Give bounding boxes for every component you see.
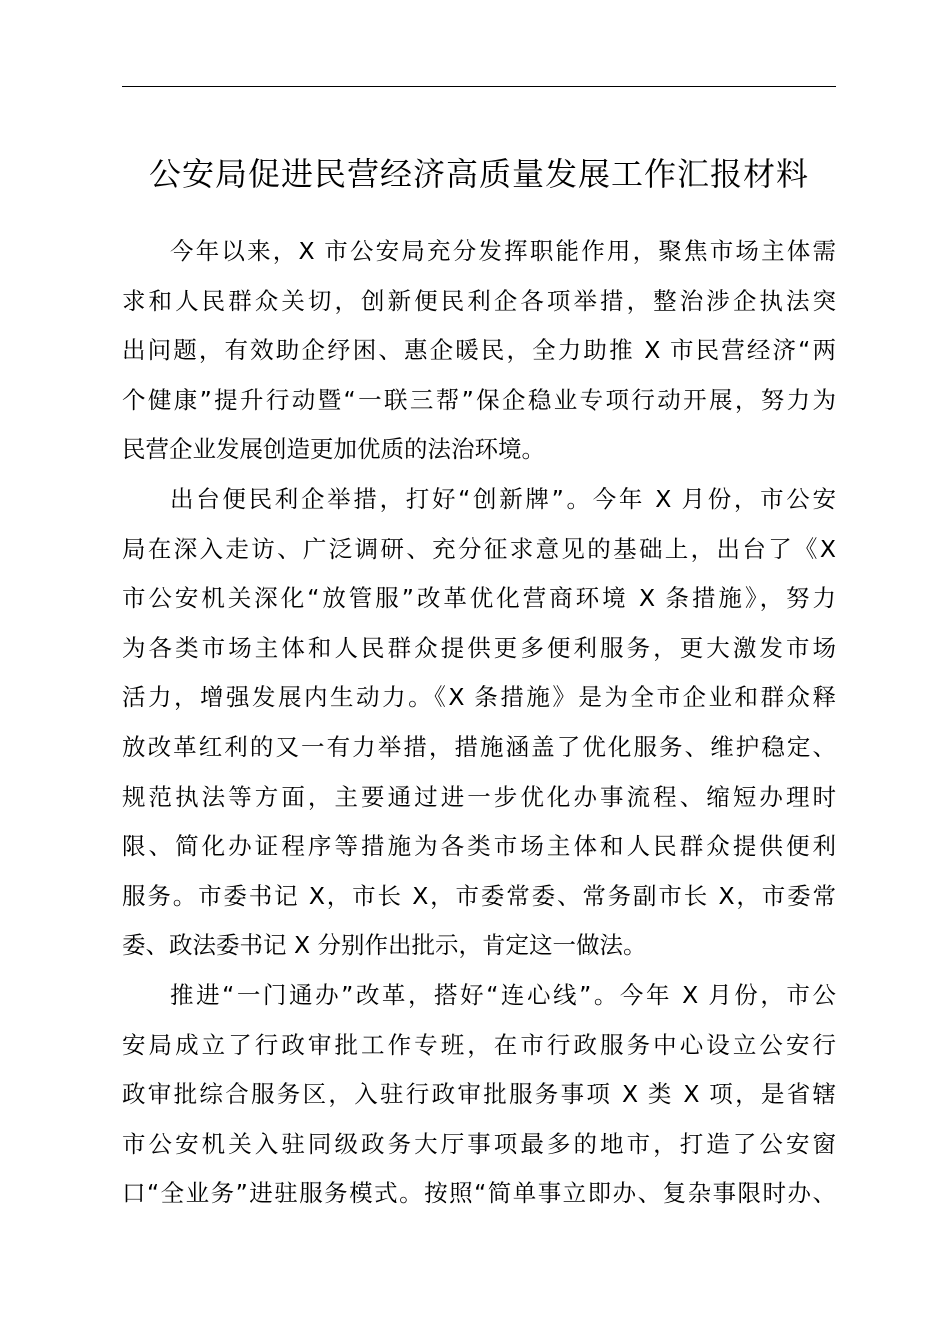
text-line: 局在深入走访、广泛调研、充分征求意见的基础上，出台了《X: [122, 534, 836, 563]
text-line: 规范执法等方面，主要通过进一步优化办事流程、缩短办理时: [122, 782, 836, 811]
header-rule: [122, 86, 836, 87]
text-line: 活力，增强发展内生动力。《X 条措施》是为全市企业和群众释: [122, 683, 836, 712]
text-line: 今年以来，X 市公安局充分发挥职能作用，聚焦市场主体需: [170, 237, 836, 265]
text-line: 服务。市委书记 X，市长 X，市委常委、常务副市长 X，市委常: [122, 881, 836, 910]
text-line: 市公安机关入驻同级政务大厅事项最多的地市，打造了公安窗: [122, 1129, 836, 1158]
text-line: 出台便民利企举措，打好“创新牌”。今年 X 月份，市公安: [170, 484, 836, 513]
text-line: 委、政法委书记 X 分别作出批示，肯定这一做法。: [122, 931, 647, 960]
text-line: 安局成立了行政审批工作专班，在市行政服务中心设立公安行: [122, 1030, 836, 1059]
text-line: 口“全业务”进驻服务模式。按照“简单事立即办、复杂事限时办、: [122, 1179, 836, 1208]
text-line: 民营企业发展创造更加优质的法治环境。: [122, 435, 545, 464]
text-line: 个健康”提升行动暨“一联三帮”保企稳业专项行动开展，努力为: [122, 385, 836, 414]
text-line: 为各类市场主体和人民群众提供更多便利服务，更大激发市场: [122, 633, 836, 662]
text-line: 出问题，有效助企纾困、惠企暖民，全力助推 X 市民营经济“两: [122, 336, 836, 365]
paragraph-1: [122, 227, 836, 475]
document-title: 公安局促进民营经济高质量发展工作汇报材料: [148, 155, 809, 193]
text-line: 市公安机关深化“放管服”改革优化营商环境 X 条措施》，努力: [122, 584, 836, 613]
paragraph-2: [122, 475, 836, 971]
text-line: 求和人民群众关切，创新便民利企各项举措，整治涉企执法突: [122, 286, 836, 315]
text-line: 放改革红利的又一有力举措，措施涵盖了优化服务、维护稳定、: [122, 732, 836, 761]
document-body: [122, 227, 836, 1219]
text-line: 限、简化办证程序等措施为各类市场主体和人民群众提供便利: [122, 832, 836, 861]
text-line: 政审批综合服务区，入驻行政审批服务事项 X 类 X 项，是省辖: [122, 1080, 836, 1109]
text-line: 推进“一门通办”改革，搭好“连心线”。今年 X 月份，市公: [170, 980, 836, 1009]
paragraph-3: [122, 971, 836, 1219]
